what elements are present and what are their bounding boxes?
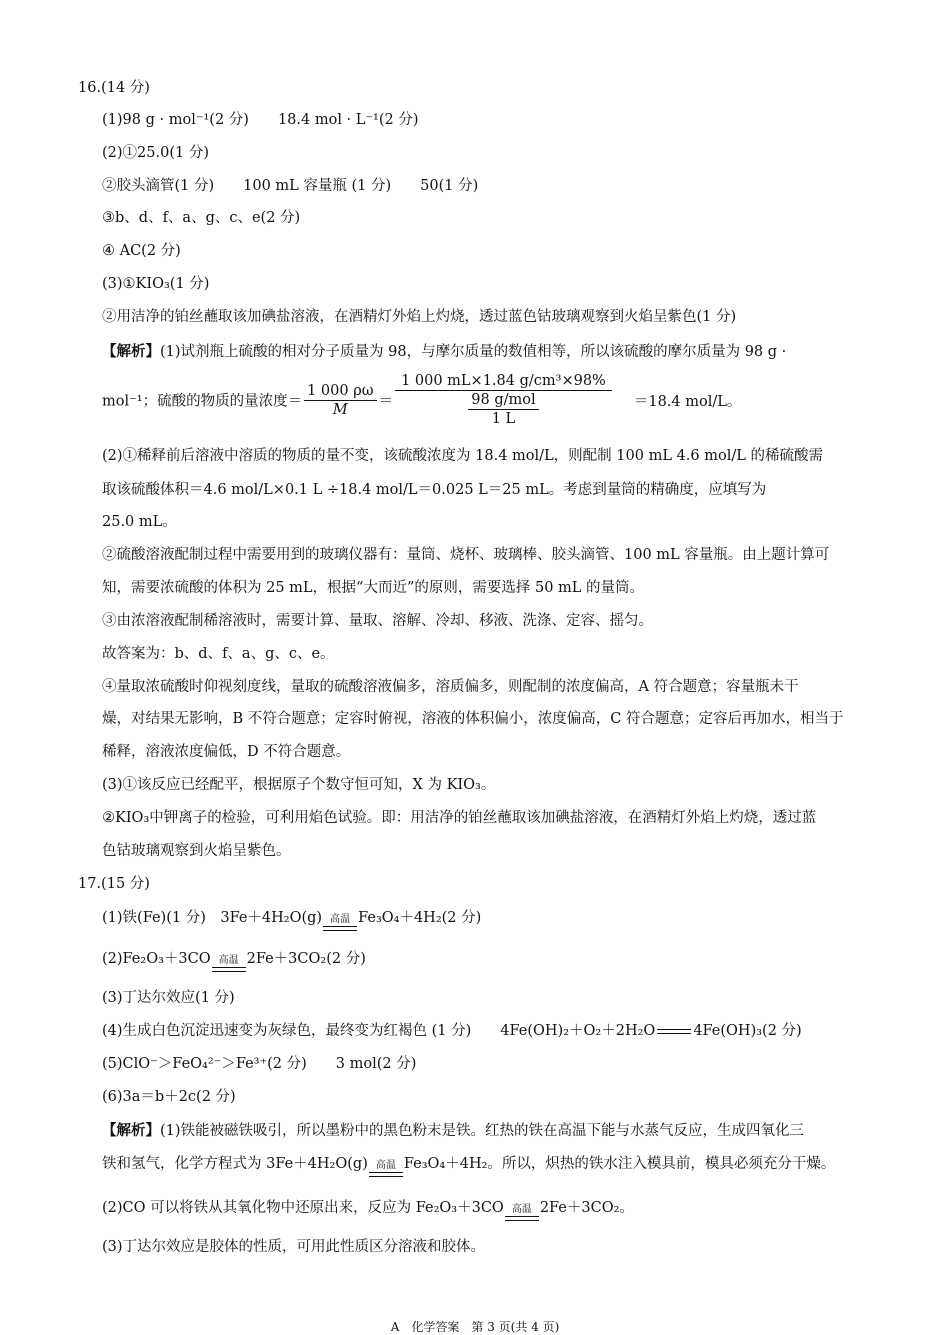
equals-sign: ＝ xyxy=(378,393,394,410)
q17-analysis-3: (3)丁达尔效应是胶体的性质，可用此性质区分溶液和胶体。 xyxy=(102,1239,486,1255)
q17-analysis-2 xyxy=(102,1196,634,1221)
q16-answer-2d: ④ AC(2 分) xyxy=(102,243,181,259)
fraction-concentration xyxy=(304,382,376,419)
analysis-text: (1)铁能被磁铁吸引，所以墨粉中的黑色粉末是铁。红热的铁在高温下能与水蒸气反应，生成四氧化三 xyxy=(160,1123,805,1139)
condition-label: 高温 xyxy=(511,1204,532,1215)
q16-answer-3b: ②用洁净的铂丝蘸取该加碘盐溶液，在酒精灯外焰上灼烧，透过蓝色钴玻璃观察到火焰呈紫色(1 分) xyxy=(102,309,737,325)
equation-left: (1)铁(Fe)(1 分) 3Fe＋4H₂O(g) xyxy=(102,910,323,926)
equation-left: 铁和氢气，化学方程式为 3Fe＋4H₂O(g) xyxy=(102,1156,368,1172)
analysis-tag: 【解析】 xyxy=(102,343,160,360)
q16-answer-1: (1)98 g · mol⁻¹(2 分) 18.4 mol · L⁻¹(2 分) xyxy=(102,112,419,128)
equation-left: (2)CO 可以将铁从其氧化物中还原出来，反应为 Fe₂O₃＋3CO xyxy=(102,1200,504,1216)
q16-analysis-2b-line2: 知，需要浓硫酸的体积为 25 mL，根据“大而近”的原则，需要选择 50 mL 的量筒。 xyxy=(102,580,645,596)
equation-right: 2Fe＋3CO₂。 xyxy=(539,1200,634,1216)
q16-analysis-2c-line1: ③由浓溶液配制稀溶液时，需要计算、量取、溶解、冷却、移液、洗涤、定容、摇匀。 xyxy=(102,613,653,629)
q17-answer-6: (6)3a＝b＋2c(2 分) xyxy=(102,1089,236,1105)
condition-label: 高温 xyxy=(218,955,239,966)
equation-right: Fe₃O₄＋4H₂。所以，炽热的铁水注入模具前，模具必须充分干燥。 xyxy=(403,1156,836,1172)
condition-label: 高温 xyxy=(330,914,351,925)
q17-header: 17.(15 分) xyxy=(78,876,150,892)
equation-left: (2)Fe₂O₃＋3CO xyxy=(102,951,211,967)
equals-symbol xyxy=(657,1029,691,1034)
q16-analysis-2b-line1: ②硫酸溶液配制过程中需要用到的玻璃仪器有：量筒、烧杯、玻璃棒、胶头滴管、100 mL 容量瓶。由上题计算可 xyxy=(102,547,830,563)
q16-answer-2b: ②胶头滴管(1 分) 100 mL 容量瓶 (1 分) 50(1 分) xyxy=(102,178,479,194)
equation-right: Fe₃O₄＋4H₂(2 分) xyxy=(358,910,482,926)
q17-answer-2 xyxy=(102,947,366,972)
q16-analysis-2-line2: 取该硫酸体积＝4.6 mol/L×0.1 L ÷18.4 mol/L＝0.025 L＝25 mL。考虑到量筒的精确度，应填写为 xyxy=(102,482,767,498)
q16-analysis-2d-line2: 燥，对结果无影响，B 不符合题意；定容时俯视，溶液的体积偏小，浓度偏高，C 符合题意；定容后再加水，相当于 xyxy=(102,711,844,727)
q16-analysis-1-formula xyxy=(102,372,741,428)
inner-fraction xyxy=(468,391,538,428)
q16-answer-3a: (3)①KIO₃(1 分) xyxy=(102,276,210,292)
q17-answer-5: (5)ClO⁻＞FeO₄²⁻＞Fe³⁺(2 分) 3 mol(2 分) xyxy=(102,1056,417,1072)
q17-analysis-1-line2 xyxy=(102,1152,835,1177)
formula-result: ＝18.4 mol/L。 xyxy=(633,393,742,410)
q16-answer-2c: ③b、d、f、a、g、c、e(2 分) xyxy=(102,210,301,226)
high-temp-condition xyxy=(505,1204,539,1221)
fraction-calculation xyxy=(395,372,612,428)
equation-left: (4)生成白色沉淀迅速变为灰绿色，最终变为红褐色 (1 分) 4Fe(OH)₂＋O₂＋2H₂O xyxy=(102,1023,656,1039)
high-temp-condition xyxy=(369,1160,403,1177)
q16-analysis-2d-line3: 稀释，溶液浓度偏低，D 不符合题意。 xyxy=(102,744,351,760)
q17-answer-4 xyxy=(102,1021,802,1041)
q17-answer-3: (3)丁达尔效应(1 分) xyxy=(102,990,235,1006)
condition-label: 高温 xyxy=(375,1160,396,1171)
formula-prefix: mol⁻¹；硫酸的物质的量浓度＝ xyxy=(102,393,303,410)
q16-analysis-1-line1 xyxy=(102,342,786,362)
q16-analysis-2-line1: (2)①稀释前后溶液中溶质的物质的量不变，该硫酸浓度为 18.4 mol/L，则配制 100 mL 4.6 mol/L 的稀硫酸需 xyxy=(102,448,823,464)
fraction-denominator xyxy=(395,391,612,428)
q17-answer-1 xyxy=(102,906,481,931)
q16-analysis-2d-line1: ④量取浓硫酸时仰视刻度线，量取的硫酸溶液偏多，溶质偏多，则配制的浓度偏高，A 符合题意；容量瓶未干 xyxy=(102,679,799,695)
q16-header: 16.(14 分) xyxy=(78,80,150,96)
q16-analysis-2-line3: 25.0 mL。 xyxy=(102,514,177,530)
inner-numerator: 98 g/mol xyxy=(468,391,538,410)
q17-analysis-1-line1 xyxy=(102,1121,804,1141)
fraction-numerator: 1 000 mL×1.84 g/cm³×98% xyxy=(395,372,612,391)
analysis-tag: 【解析】 xyxy=(102,1122,160,1139)
equation-right: 2Fe＋3CO₂(2 分) xyxy=(246,951,366,967)
high-temp-condition xyxy=(212,955,246,972)
fraction-denominator: M xyxy=(332,401,348,418)
page-footer: A 化学答案 第 3 页(共 4 页) xyxy=(390,1320,560,1334)
high-temp-condition xyxy=(323,914,357,931)
q16-analysis-2c-line2: 故答案为：b、d、f、a、g、c、e。 xyxy=(102,646,335,662)
inner-denominator: 1 L xyxy=(491,411,516,427)
fraction-numerator: 1 000 ρω xyxy=(304,382,376,401)
q16-analysis-3a: (3)①该反应已经配平，根据原子个数守恒可知，X 为 KIO₃。 xyxy=(102,777,496,793)
q16-analysis-3b-line2: 色钴玻璃观察到火焰呈紫色。 xyxy=(102,843,291,859)
q16-answer-2a: (2)①25.0(1 分) xyxy=(102,145,209,161)
equation-right: 4Fe(OH)₃(2 分) xyxy=(693,1023,802,1039)
q16-analysis-3b-line1: ②KIO₃中钾离子的检验，可利用焰色试验。即：用洁净的铂丝蘸取该加碘盐溶液，在酒精灯外焰上灼烧，透过蓝 xyxy=(102,810,817,826)
analysis-text: (1)试剂瓶上硫酸的相对分子质量为 98，与摩尔质量的数值相等，所以该硫酸的摩尔质量为 98 g · xyxy=(160,344,787,360)
